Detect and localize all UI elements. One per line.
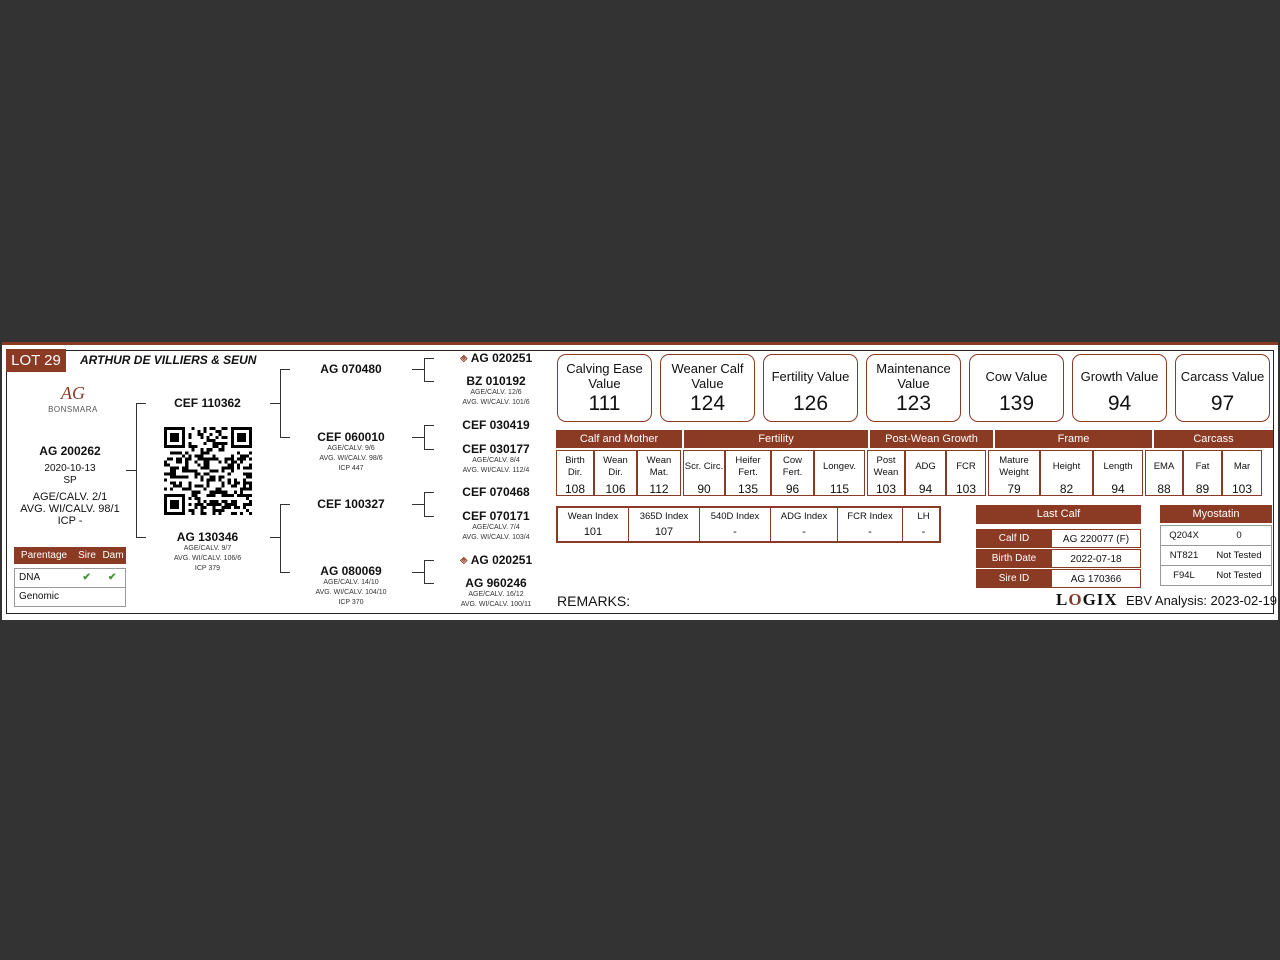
index-label: Wean Index — [567, 511, 619, 522]
index-label: 365D Index — [639, 511, 689, 522]
last-calf-row: Calf ID AG 220077 (F) — [976, 529, 1141, 548]
animal-type: SP — [63, 475, 77, 486]
ebv-trait-value: 103 — [875, 482, 897, 496]
ebv-cell — [637, 450, 681, 496]
logo-text: BONSMARA — [48, 405, 98, 414]
ebv-cell — [1222, 450, 1262, 496]
ebv-cell — [683, 450, 725, 496]
dsd-info: CEF 070171 AGE/CALV. 7/4 AVG. WI/CALV. 103/4 — [462, 509, 530, 541]
sire-check-icon: ✔ — [82, 572, 91, 583]
index-table — [556, 506, 941, 543]
ebv-trait-value: 106 — [605, 482, 626, 496]
index-label: LH — [917, 511, 930, 522]
ebv-cell — [1040, 450, 1093, 496]
index-label: 540D Index — [710, 511, 760, 522]
index-value: - — [868, 526, 872, 538]
ds-id: CEF 100327 — [317, 497, 385, 511]
ebv-trait-label: Wean Mat. — [646, 455, 672, 478]
index-value: 107 — [654, 526, 674, 538]
index-value: - — [733, 526, 737, 538]
dd-info: AG 080069 AGE/CALV. 14/10 AVG. WI/CALV. 104/10 ICP 370 — [315, 564, 387, 606]
index-cell — [903, 508, 944, 541]
logix-logo: LOGIX — [1056, 590, 1118, 609]
index-cell — [700, 508, 771, 541]
ebv-section-header: Fertility — [684, 430, 868, 448]
ebv-trait-value: 103 — [1231, 482, 1253, 496]
breeder-name: ARTHUR DE VILLIERS & SEUN — [80, 353, 257, 367]
bonsmara-logo — [47, 381, 99, 425]
ebv-trait-label: Birth Dir. — [565, 455, 585, 478]
ebv-trait-label: Longev. — [822, 461, 857, 472]
myostatin-row: F94L Not Tested — [1160, 566, 1272, 586]
ebv-trait-label: ADG — [915, 461, 936, 472]
ebv-trait-label: Mature Weight — [999, 455, 1029, 478]
dds-id: 🞜 AG 020251 — [459, 553, 533, 567]
animal-icp: ICP - — [57, 515, 83, 527]
ebv-cell — [1145, 450, 1183, 496]
ebv-trait-label: Length — [1103, 461, 1133, 472]
ebv-trait-label: FCR — [956, 461, 976, 472]
ebv-trait-label: Wean Dir. — [603, 455, 628, 478]
value-box: Carcass Value 97 — [1175, 354, 1270, 422]
ebv-cell — [725, 450, 771, 496]
myostatin-title: Myostatin — [1160, 505, 1272, 523]
ebv-trait-value: 88 — [1157, 482, 1171, 496]
ebv-trait-value: 94 — [1111, 482, 1125, 496]
sd-info: CEF 060010 AGE/CALV. 9/6 AVG. WI/CALV. 98/6 ICP 447 — [317, 430, 385, 472]
parentage-row-genomic: Genomic — [14, 588, 126, 607]
ss-id: AG 070480 — [320, 362, 382, 376]
ebv-trait-value: 103 — [955, 482, 977, 496]
parentage-row-dna: DNA ✔ ✔ — [14, 568, 126, 588]
ebv-trait-value: 115 — [829, 482, 850, 496]
index-value: - — [802, 526, 806, 538]
value-box: Weaner Calf Value 124 — [660, 354, 755, 422]
ebv-cell — [771, 450, 814, 496]
ddd-info: AG 960246 AGE/CALV. 16/12 AVG. WI/CALV. 100/11 — [460, 576, 532, 608]
value-box: Calving Ease Value 111 — [557, 354, 652, 422]
ebv-cell — [556, 450, 594, 496]
ebv-trait-label: Scr. Circ. — [684, 461, 724, 472]
animal-id: AG 200262 — [39, 444, 101, 458]
index-cell — [771, 508, 838, 541]
ebv-trait-value: 135 — [737, 482, 759, 496]
ebv-trait-label: Fat — [1195, 461, 1210, 472]
ebv-trait-label: Height — [1052, 461, 1081, 472]
ebv-analysis-date: EBV Analysis: 2023-02-19 — [1126, 593, 1278, 608]
myostatin-row: Q204X 0 — [1160, 525, 1272, 546]
ebv-trait-value: 94 — [918, 482, 933, 496]
ebv-cell — [988, 450, 1040, 496]
sds-id: CEF 030419 — [462, 418, 530, 432]
ebv-trait-value: 112 — [649, 482, 669, 496]
parentage-table — [14, 547, 126, 607]
index-cell — [838, 508, 903, 541]
parentage-header: Parentage Sire Dam — [14, 547, 126, 564]
sdd-info: CEF 030177 AGE/CALV. 8/4 AVG. WI/CALV. 112/4 — [462, 442, 530, 474]
dss-id: CEF 070468 — [462, 485, 530, 499]
last-calf-row: Birth Date 2022-07-18 — [976, 549, 1141, 568]
ebv-trait-label: EMA — [1153, 461, 1175, 472]
ebv-section-header: Frame — [995, 430, 1152, 448]
animal-avg-wi: AVG. WI/CALV. 98/1 — [20, 503, 120, 515]
animal-info — [20, 444, 120, 527]
ebv-trait-value: 90 — [697, 482, 711, 496]
ebv-cell — [905, 450, 946, 496]
ebv-trait-value: 108 — [564, 482, 586, 496]
myostatin-table — [1160, 505, 1272, 586]
animal-age-calv: AGE/CALV. 2/1 — [32, 491, 108, 503]
sss-id: 🞜 AG 020251 — [459, 351, 533, 365]
value-box: Growth Value 94 — [1072, 354, 1167, 422]
index-cell — [558, 508, 629, 541]
ebv-trait-label: Cow Fert. — [782, 455, 803, 478]
sire-id: CEF 110362 — [174, 396, 241, 410]
ebv-section-header: Carcass — [1154, 430, 1273, 448]
ebv-trait-value: 82 — [1059, 482, 1074, 496]
myostatin-row: NT821 Not Tested — [1160, 546, 1272, 566]
ebv-table — [556, 430, 1273, 496]
ebv-trait-value: 79 — [1007, 482, 1021, 496]
dam-check-icon: ✔ — [108, 572, 117, 583]
ebv-trait-label: Heifer Fert. — [735, 455, 761, 478]
index-value: - — [921, 526, 926, 538]
ebv-trait-label: Post Wean — [873, 455, 899, 478]
value-box: Fertility Value 126 — [763, 354, 858, 422]
remarks-label: REMARKS: — [557, 593, 631, 609]
last-calf-row: Sire ID AG 170366 — [976, 569, 1141, 588]
ebv-cell — [1093, 450, 1143, 496]
ebv-section-header: Calf and Mother — [556, 430, 682, 448]
last-calf-title: Last Calf — [976, 505, 1141, 524]
ebv-trait-value: 96 — [785, 482, 800, 496]
ebv-cell — [946, 450, 986, 496]
dam-info: AG 130346 AGE/CALV. 9/7 AVG. WI/CALV. 106/6 ICP 379 — [173, 530, 242, 572]
ssd-info: BZ 010192 AGE/CALV. 12/6 AVG. WI/CALV. 101/6 — [462, 374, 530, 406]
lot-number: LOT 29 — [6, 349, 66, 372]
value-box: Maintenance Value 123 — [866, 354, 961, 422]
ebv-cell — [594, 450, 637, 496]
index-value: 101 — [583, 526, 603, 538]
qr-code-icon — [164, 427, 252, 515]
ebv-section-header: Post-Wean Growth — [870, 430, 993, 448]
ebv-cell — [814, 450, 865, 496]
ag-brand-icon: 🞜 — [459, 354, 468, 365]
last-calf-table — [976, 505, 1141, 588]
index-cell — [629, 508, 700, 541]
ebv-trait-value: 89 — [1195, 482, 1210, 496]
ebv-cell — [1183, 450, 1222, 496]
ebv-cell — [867, 450, 905, 496]
index-label: FCR Index — [847, 511, 893, 522]
animal-birth-date: 2020-10-13 — [44, 463, 96, 474]
ebv-trait-label: Mar — [1233, 461, 1251, 472]
value-box: Cow Value 139 — [969, 354, 1064, 422]
index-label: ADG Index — [780, 511, 828, 522]
ag-brand-icon: 🞜 — [459, 556, 468, 567]
logo-mark: AG — [61, 383, 85, 403]
